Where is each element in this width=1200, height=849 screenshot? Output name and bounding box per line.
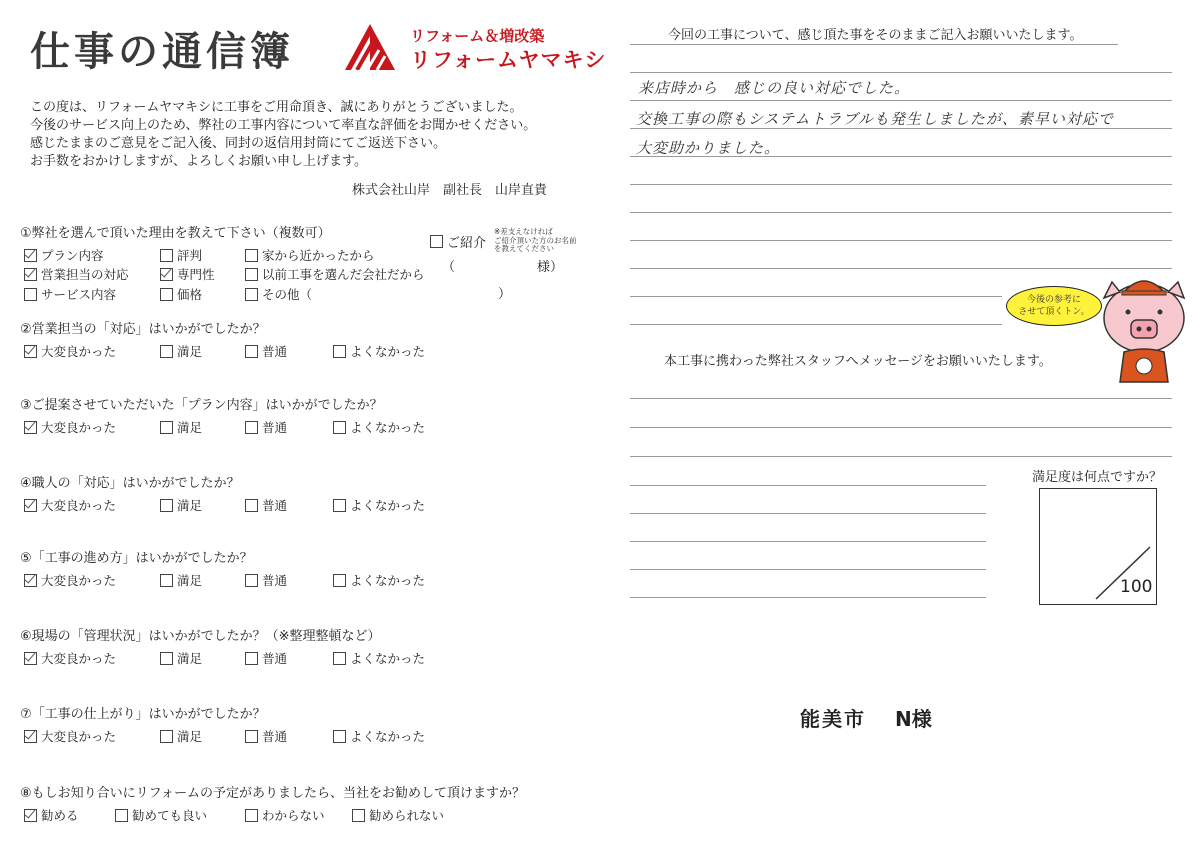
option-label: よくなかった [350,729,426,744]
feedback-prompt: 今回の工事について、感じ頂た事をそのままご記入お願いいたします。 [668,28,1083,43]
checkbox[interactable] [352,809,365,822]
checkbox[interactable] [245,652,258,665]
handwritten-line: 大変助かりました。 [636,139,781,157]
rating-option[interactable] [160,727,202,745]
option-label: よくなかった [350,344,426,359]
rating-option[interactable] [245,571,287,589]
rating-option[interactable] [245,649,287,667]
checkbox[interactable] [24,730,37,743]
q1-option-expertise[interactable]: 専門性 [160,265,215,283]
score-value: 100 [1120,577,1153,597]
question-1: ①弊社を選んで頂いた理由を教えて下さい（複数可） [20,226,331,241]
checkbox[interactable] [245,345,258,358]
page-title: 仕事の通信簿 [30,29,294,75]
option-label: 大変良かった [41,729,117,744]
q1-option-sales-rep[interactable]: 営業担当の対応 [24,265,129,283]
question-8: ⑧もしお知り合いにリフォームの予定がありましたら、当社をお勧めして頂けますか？ [20,786,526,801]
q1-option-service[interactable]: サービス内容 [24,285,116,303]
ruled-line [630,212,1172,213]
question-3: ③ご提案させていただいた「プラン内容」はいかがでしたか？ [20,398,383,413]
rating-option[interactable] [245,418,287,436]
checkbox[interactable] [333,421,346,434]
checkbox[interactable] [24,499,37,512]
ruled-line [630,184,1172,185]
checkbox[interactable] [24,345,37,358]
option-label: 普通 [262,651,288,666]
option-label: よくなかった [350,651,426,666]
intro-line: この度は、リフォームヤマキシに工事をご用命頂き、誠にありがとうございました。 [30,100,523,115]
checkbox[interactable] [333,499,346,512]
checkbox[interactable] [160,730,173,743]
rating-option[interactable] [160,342,202,360]
ruled-line [630,569,986,570]
ruled-line [630,513,986,514]
ruled-line [630,240,1172,241]
option-label: 満足 [177,420,203,435]
rating-option[interactable] [245,496,287,514]
underline-divider [630,44,1118,45]
intro-line: 今後のサービス向上のため、弊社の工事内容について率直な評価をお聞かせください。 [30,118,537,133]
rating-option[interactable] [333,571,425,589]
rating-option[interactable] [24,418,116,436]
rating-option[interactable] [24,727,116,745]
handwritten-line: 来店時から 感じの良い対応でした。 [638,79,911,97]
intro-line: お手数をおかけしますが、よろしくお願い申し上げます。 [30,154,367,169]
ruled-line [630,485,986,486]
ruled-line [630,100,1172,101]
company-logo-icon [345,24,395,70]
checkbox[interactable] [333,730,346,743]
rating-option[interactable] [333,342,425,360]
option-label: 大変良かった [41,573,117,588]
rating-option[interactable] [245,342,287,360]
option-label: 満足 [177,344,203,359]
rating-option[interactable] [160,649,202,667]
checkbox[interactable] [160,249,173,262]
ruled-line [630,72,1172,73]
q8-option-unknown[interactable]: わからない [245,806,325,824]
option-label: よくなかった [350,498,426,513]
q1-option-other[interactable]: その他（ [245,285,312,303]
rating-option[interactable] [24,342,116,360]
intro-text [30,99,536,171]
checkbox[interactable] [160,288,173,301]
option-label: よくなかった [350,573,426,588]
q1-option-near-home[interactable]: 家から近かったから [245,246,375,264]
checkbox[interactable] [24,288,37,301]
option-label: 普通 [262,344,288,359]
option-label: 大変良かった [41,498,117,513]
checkbox[interactable] [245,574,258,587]
checkbox[interactable] [245,730,258,743]
mascot-speech-bubble: 今後の参考に させて頂くトン。 [1006,286,1102,326]
option-label: 大変良かった [41,344,117,359]
checkbox[interactable] [245,288,258,301]
option-label: 普通 [262,420,288,435]
ruled-line [630,597,986,598]
rating-option[interactable] [24,649,116,667]
rating-option[interactable] [245,727,287,745]
checkbox[interactable] [430,235,443,248]
rating-option[interactable] [333,649,425,667]
customer-city: 能美市 [800,707,866,731]
option-label: 満足 [177,729,203,744]
referral-paren: （ [442,260,456,275]
ruled-line [630,324,1002,325]
checkbox[interactable] [160,268,173,281]
rating-option[interactable] [333,418,425,436]
question-2: ②営業担当の「対応」はいかがでしたか？ [20,322,266,337]
checkbox[interactable] [245,499,258,512]
checkbox[interactable] [333,652,346,665]
rating-option[interactable] [160,496,202,514]
customer-name: N様 [895,707,932,731]
option-label: 満足 [177,498,203,513]
checkbox[interactable] [160,345,173,358]
checkbox[interactable] [333,345,346,358]
rating-option[interactable] [160,418,202,436]
checkbox[interactable] [24,249,37,262]
option-label: 普通 [262,498,288,513]
score-label: 満足度は何点ですか？ [1032,470,1163,485]
option-label: 満足 [177,573,203,588]
q1-option-price[interactable]: 価格 [160,285,202,303]
logo-name: リフォームヤマキシ [410,48,607,72]
referral-suffix: 様） [537,260,564,275]
q1-option-previous[interactable]: 以前工事を選んだ会社だから [245,265,425,283]
q8-option-recommend[interactable]: 勧める [24,806,79,824]
q8-option-maybe[interactable]: 勧めても良い [115,806,207,824]
checkbox[interactable] [245,421,258,434]
rating-option[interactable] [24,496,116,514]
logo-subtitle: リフォーム＆増改築 [410,27,545,45]
option-label: 普通 [262,573,288,588]
rating-option[interactable] [160,571,202,589]
checkbox[interactable] [115,809,128,822]
checkbox[interactable] [160,574,173,587]
q1-option-plan[interactable]: プラン内容 [24,246,104,264]
q8-option-no[interactable]: 勧められない [352,806,444,824]
ruled-line [630,398,1172,399]
q1-other-close: ） [498,287,512,302]
ruled-line [630,268,1172,269]
checkbox[interactable] [24,421,37,434]
ruled-line [630,296,1002,297]
q1-option-reputation[interactable]: 評判 [160,246,202,264]
question-6: ⑥現場の「管理状況」はいかがでしたか？（※整理整頓など） [20,629,381,644]
option-label: 大変良かった [41,420,117,435]
ruled-line [630,427,1172,428]
staff-message-prompt: 本工事に携わった弊社スタッフへメッセージをお願いいたします。 [664,354,1052,369]
q1-option-referral[interactable]: ご紹介 [430,232,486,251]
ruled-line [630,456,1172,457]
rating-option[interactable] [333,727,425,745]
checkbox[interactable] [24,652,37,665]
checkbox[interactable] [245,268,258,281]
checkbox[interactable] [24,268,37,281]
rating-option[interactable] [24,571,116,589]
referral-note: ※差支えなければ ご紹介頂いた方のお名前 を教えてください [494,227,577,253]
option-label: 普通 [262,729,288,744]
checkbox[interactable] [333,574,346,587]
question-5: ⑤「工事の進め方」はいかがでしたか？ [20,551,253,566]
intro-line: 感じたままのご意見をご記入後、同封の返信用封筒にてご返送下さい。 [30,136,447,151]
handwritten-line: 交換工事の際もシステムトラブルも発生しましたが、素早い対応で [636,110,1114,128]
checkbox[interactable] [245,249,258,262]
checkbox[interactable] [245,809,258,822]
signer: 株式会社山岸 副社長 山岸直貴 [352,183,548,198]
option-label: 大変良かった [41,651,117,666]
option-label: 満足 [177,651,203,666]
checkbox[interactable] [160,652,173,665]
checkbox[interactable] [24,574,37,587]
pig-mascot-icon [1098,276,1190,388]
ruled-line [630,541,986,542]
checkbox[interactable] [160,499,173,512]
rating-option[interactable] [333,496,425,514]
question-7: ⑦「工事の仕上がり」はいかがでしたか？ [20,707,266,722]
question-4: ④職人の「対応」はいかがでしたか？ [20,476,240,491]
checkbox[interactable] [24,809,37,822]
option-label: よくなかった [350,420,426,435]
checkbox[interactable] [160,421,173,434]
